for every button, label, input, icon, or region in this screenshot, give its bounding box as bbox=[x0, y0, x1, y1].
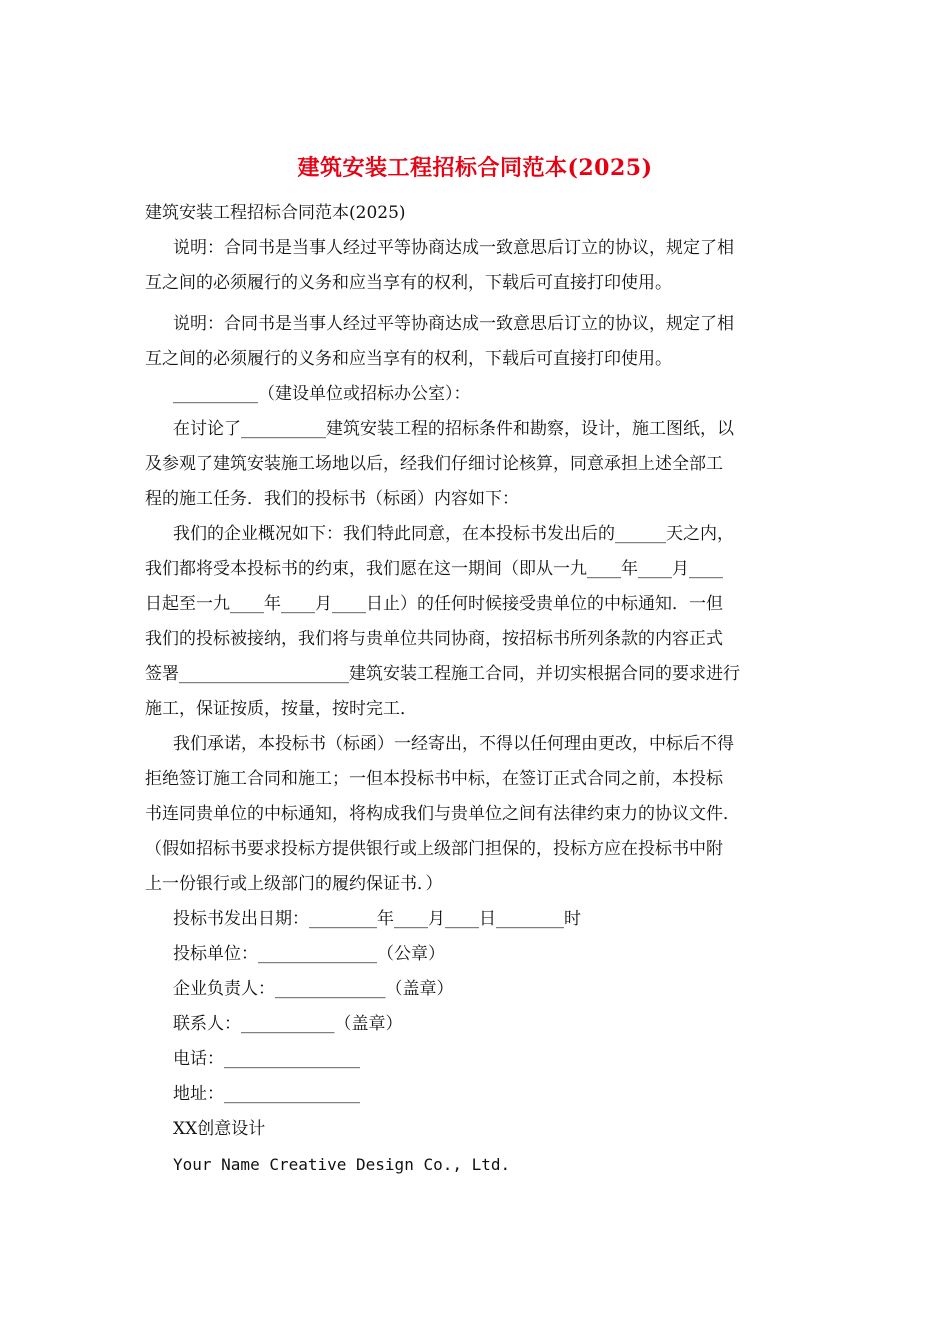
paragraph-1-line-3: 程的施工任务．我们的投标书（标函）内容如下： bbox=[145, 489, 519, 509]
bidding-unit-field: 投标单位：______________（公章） bbox=[173, 944, 445, 964]
text-line: 说明：合同书是当事人经过平等协商达成一致意思后订立的协议，规定了相 bbox=[173, 238, 734, 258]
company-name-en: Your Name Creative Design Co., Ltd. bbox=[173, 1155, 511, 1174]
text-line: 互之间的必须履行的义务和应当享有的权利，下载后可直接打印使用。 bbox=[145, 349, 672, 369]
text-line: 说明：合同书是当事人经过平等协商达成一致意思后订立的协议，规定了相 bbox=[173, 314, 734, 334]
note-paragraph-2 bbox=[145, 307, 805, 342]
address-field: 地址：________________ bbox=[173, 1084, 360, 1104]
paragraph-3-line-3: 书连同贵单位的中标通知，将构成我们与贵单位之间有法律约束力的协议文件． bbox=[145, 804, 740, 824]
paragraph-3-line-5: 上一份银行或上级部门的履约保证书．） bbox=[145, 874, 443, 894]
paragraph-2-line-1: 我们的企业概况如下：我们特此同意，在本投标书发出后的______天之内， bbox=[173, 524, 734, 544]
document-body bbox=[145, 196, 805, 1182]
paragraph-3-line-1: 我们承诺，本投标书（标函）一经寄出，不得以任何理由更改，中标后不得 bbox=[173, 734, 734, 754]
contact-person-field: 联系人：___________（盖章） bbox=[173, 1014, 403, 1034]
note-paragraph-1-cont bbox=[145, 266, 805, 301]
paragraph-3-line-2: 拒绝签订施工合同和施工；一但本投标书中标，在签订正式合同之前，本投标 bbox=[145, 769, 723, 789]
phone-field: 电话：________________ bbox=[173, 1049, 360, 1069]
note-paragraph-1 bbox=[145, 231, 805, 266]
paragraph-1-line-1: 在讨论了__________建筑安装工程的招标条件和勘察，设计，施工图纸，以 bbox=[173, 419, 734, 439]
text-line: 互之间的必须履行的义务和应当享有的权利，下载后可直接打印使用。 bbox=[145, 273, 672, 293]
company-name-cn: XX创意设计 bbox=[173, 1119, 266, 1139]
date-field: 投标书发出日期：________年____月____日________时 bbox=[173, 909, 581, 929]
addressee-line: __________（建设单位或招标办公室）： bbox=[173, 384, 471, 404]
paragraph-2-line-5: 签署____________________建筑安装工程施工合同，并切实根据合同的要求进行 bbox=[145, 664, 740, 684]
paragraph-2-line-6: 施工，保证按质，按量，按时完工． bbox=[145, 699, 417, 719]
paragraph-2-line-4: 我们的投标被接纳，我们将与贵单位共同协商，按招标书所列条款的内容正式 bbox=[145, 629, 723, 649]
paragraph-1-line-2: 及参观了建筑安装施工场地以后，经我们仔细讨论核算，同意承担上述全部工 bbox=[145, 454, 723, 474]
note-paragraph-2-cont bbox=[145, 342, 805, 377]
paragraph-3-line-4: （假如招标书要求投标方提供银行或上级部门担保的，投标方应在投标书中附 bbox=[145, 839, 723, 859]
document-title: 建筑安装工程招标合同范本(2025) bbox=[297, 155, 653, 181]
paragraph-2-line-3: 日起至一九____年____月____日止）的任何时候接受贵单位的中标通知．一但 bbox=[145, 594, 723, 614]
enterprise-leader-field: 企业负责人：_____________（盖章） bbox=[173, 979, 454, 999]
document-subtitle: 建筑安装工程招标合同范本(2025) bbox=[145, 203, 406, 223]
paragraph-2-line-2: 我们都将受本投标书的约束，我们愿在这一期间（即从一九____年____月____ bbox=[145, 559, 723, 579]
